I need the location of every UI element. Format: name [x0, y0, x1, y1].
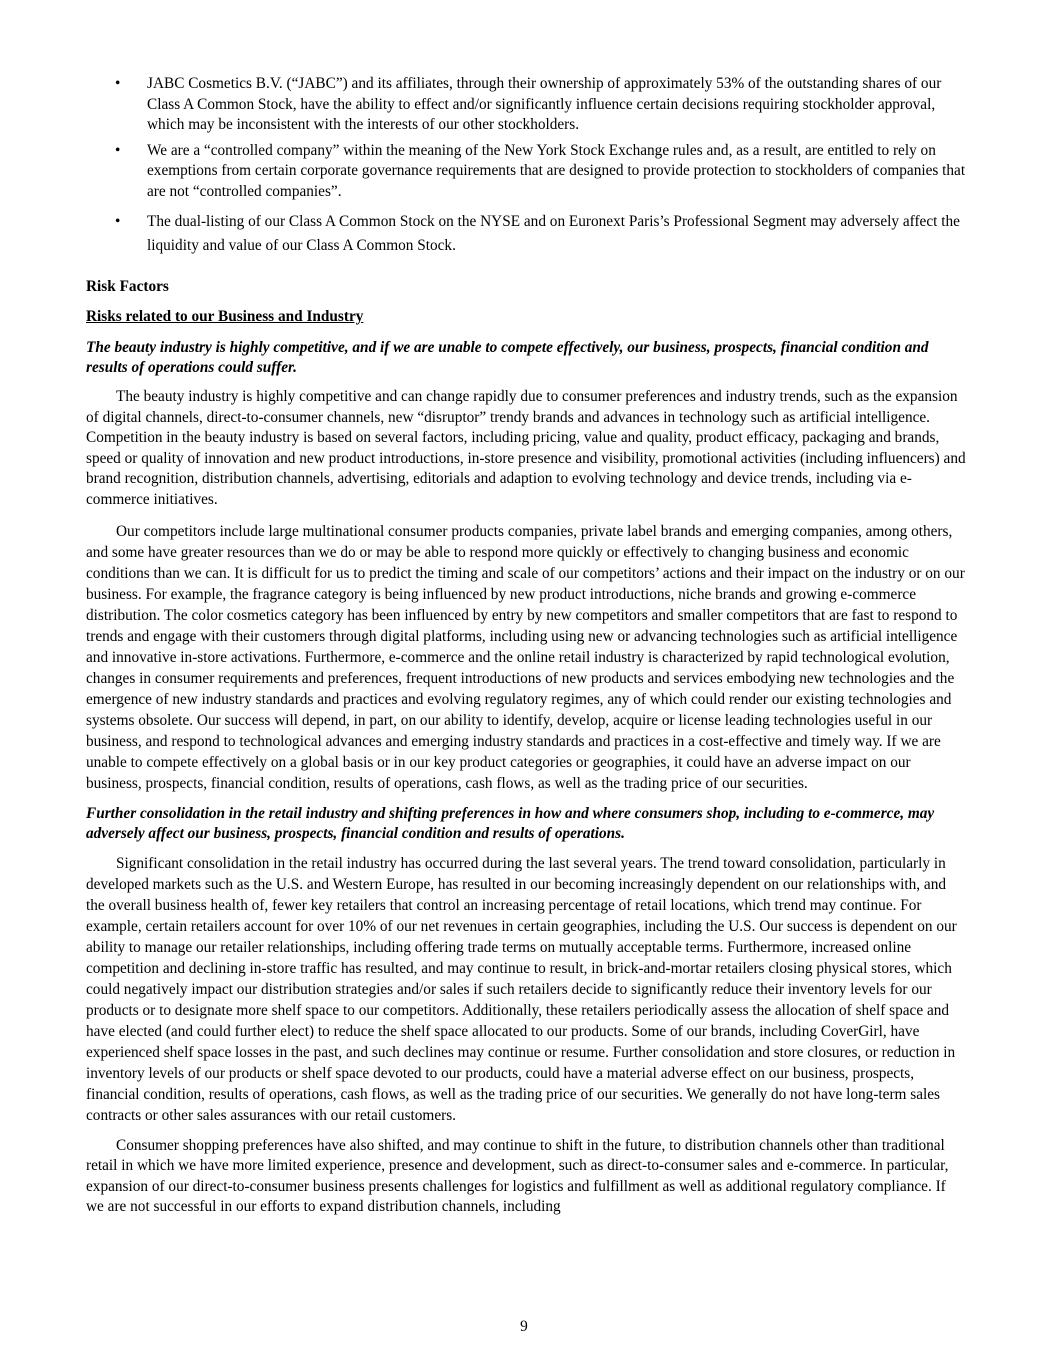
body-paragraph: Consumer shopping preferences have also shifted, and may continue to shift in the future, to distribution channels other than traditional retail in which we have more limited experience, presence and development, such as direct-to-consumer sales and e-commerce. In particular, expansion of our direct-to-consumer business presents challenges for logistics and fulfillment as well as additional regulatory compliance. If we are not successful in our efforts to expand distribution channels, including: [86, 1136, 949, 1216]
body-paragraph: Significant consolidation in the retail industry has occurred during the last several years. The trend toward consolidation, particularly in developed markets such as the U.S. and Western Europe, has resulted in our becoming increasingly dependent on our relationships with, and the overall business health of, fewer key retailers that control an increasing percentage of retail locations, which trend may continue. For example, certain retailers account for over 10% of our net revenues in certain geographies, including the U.S. Our success is dependent on our ability to manage our retailer relationships, including offering trade terms on mutually acceptable terms. Furthermore, increased online competition and declining in-store traffic has resulted, and may continue to result, in brick-and-mortar retailers closing physical stores, which could negatively impact our distribution strategies and/or sales if such retailers decide to significantly reduce their inventory levels for our products or to designate more shelf space to our competitors. Additionally, these retailers periodically assess the allocation of shelf space and have elected (and could further elect) to reduce the shelf space allocated to our products. Some of our brands, including CoverGirl, have experienced shelf space losses in the past, and such declines may continue or resume. Further consolidation and store closures, or reduction in inventory levels of our products or shelf space devoted to our products, could have a material adverse effect on our business, prospects, financial condition, results of operations, cash flows, as well as the trading price of our securities. We generally do not have long-term sales contracts or other sales assurances with our retail customers.: [86, 854, 957, 1124]
body-paragraph: The beauty industry is highly competitive and can change rapidly due to consumer preferences and industry trends, such as the expansion of digital channels, direct-to-consumer channels, new “disruptor” trendy brands and advances in technology such as artificial intelligence. Competition in the beauty industry is based on several factors, including pricing, value and quality, product efficacy, packaging and brands, speed or quality of innovation and new product introductions, in-store presence and visibility, promotional activities (including influencers) and brand recognition, distribution channels, advertising, editorials and adaption to evolving technology and device trends, including via e-commerce initiatives.: [86, 387, 966, 508]
bullet-text: JABC Cosmetics B.V. (“JABC”) and its affiliates, through their ownership of approximately 53% of the outstanding shares of our Class A Common Stock, have the ability to effect and/or significantly influence certain decisions requiring stockholder approval, which may be inconsistent with the interests of our other stockholders.: [147, 75, 942, 134]
bullet-item: [86, 141, 966, 203]
risk-title: The beauty industry is highly competitive, and if we are unable to compete effectively, our business, prospects, financial condition and results of operations could suffer.: [86, 338, 929, 377]
summary-bullet-list: [86, 74, 966, 258]
bullet-item: [86, 210, 966, 258]
bullet-item: [86, 74, 966, 136]
bullet-text: The dual-listing of our Class A Common Stock on the NYSE and on Euronext Paris’s Professional Segment may adversely affect the liquidity and value of our Class A Common Stock.: [147, 212, 960, 254]
page-number: 9: [520, 1318, 528, 1335]
bullet-text: We are a “controlled company” within the meaning of the New York Stock Exchange rules and, as a result, are entitled to rely on exemptions from certain corporate governance requirements that are designed to provide protection to stockholders of companies that are not “controlled companies”.: [147, 141, 966, 200]
risk-title: Further consolidation in the retail industry and shifting preferences in how and where consumers shop, including to e-commerce, may adversely affect our business, prospects, financial condition and results of operations.: [86, 804, 935, 843]
bullet-marker: •: [115, 212, 121, 230]
section-heading: Risk Factors: [86, 277, 169, 295]
sub-heading: Risks related to our Business and Industry: [86, 308, 364, 326]
bullet-marker: •: [115, 141, 121, 159]
document-page: [86, 74, 966, 1228]
bullet-marker: •: [115, 75, 121, 92]
body-paragraph: Our competitors include large multinational consumer products companies, private label brands and emerging companies, among others, and some have greater resources than we do or may be able to respond more quickly or effectively to changing business and economic conditions than we can. It is difficult for us to predict the timing and scale of our competitors’ actions and their impact on the industry or on our business. For example, the fragrance category is being influenced by new product introductions, niche brands and growing e-commerce distribution. The color cosmetics category has been influenced by entry by new competitors and smaller competitors that are fast to respond to trends and engage with their customers through digital platforms, including using new or advancing technologies such as artificial intelligence and innovative in-store activations. Furthermore, e-commerce and the online retail industry is characterized by rapid technological evolution, changes in consumer requirements and preferences, frequent introductions of new products and services embodying new technologies and the emergence of new industry standards and practices and evolving regulatory regimes, any of which could render our existing technologies and systems obsolete. Our success will depend, in part, on our ability to identify, develop, acquire or license leading technologies useful in our business, and respond to technological advances and emerging industry standards and practices in a cost-effective and timely way. If we are unable to compete effectively on a global basis or in our key product categories or geographies, it could have an adverse impact on our business, prospects, financial condition, results of operations, cash flows, as well as the trading price of our securities.: [86, 522, 965, 792]
